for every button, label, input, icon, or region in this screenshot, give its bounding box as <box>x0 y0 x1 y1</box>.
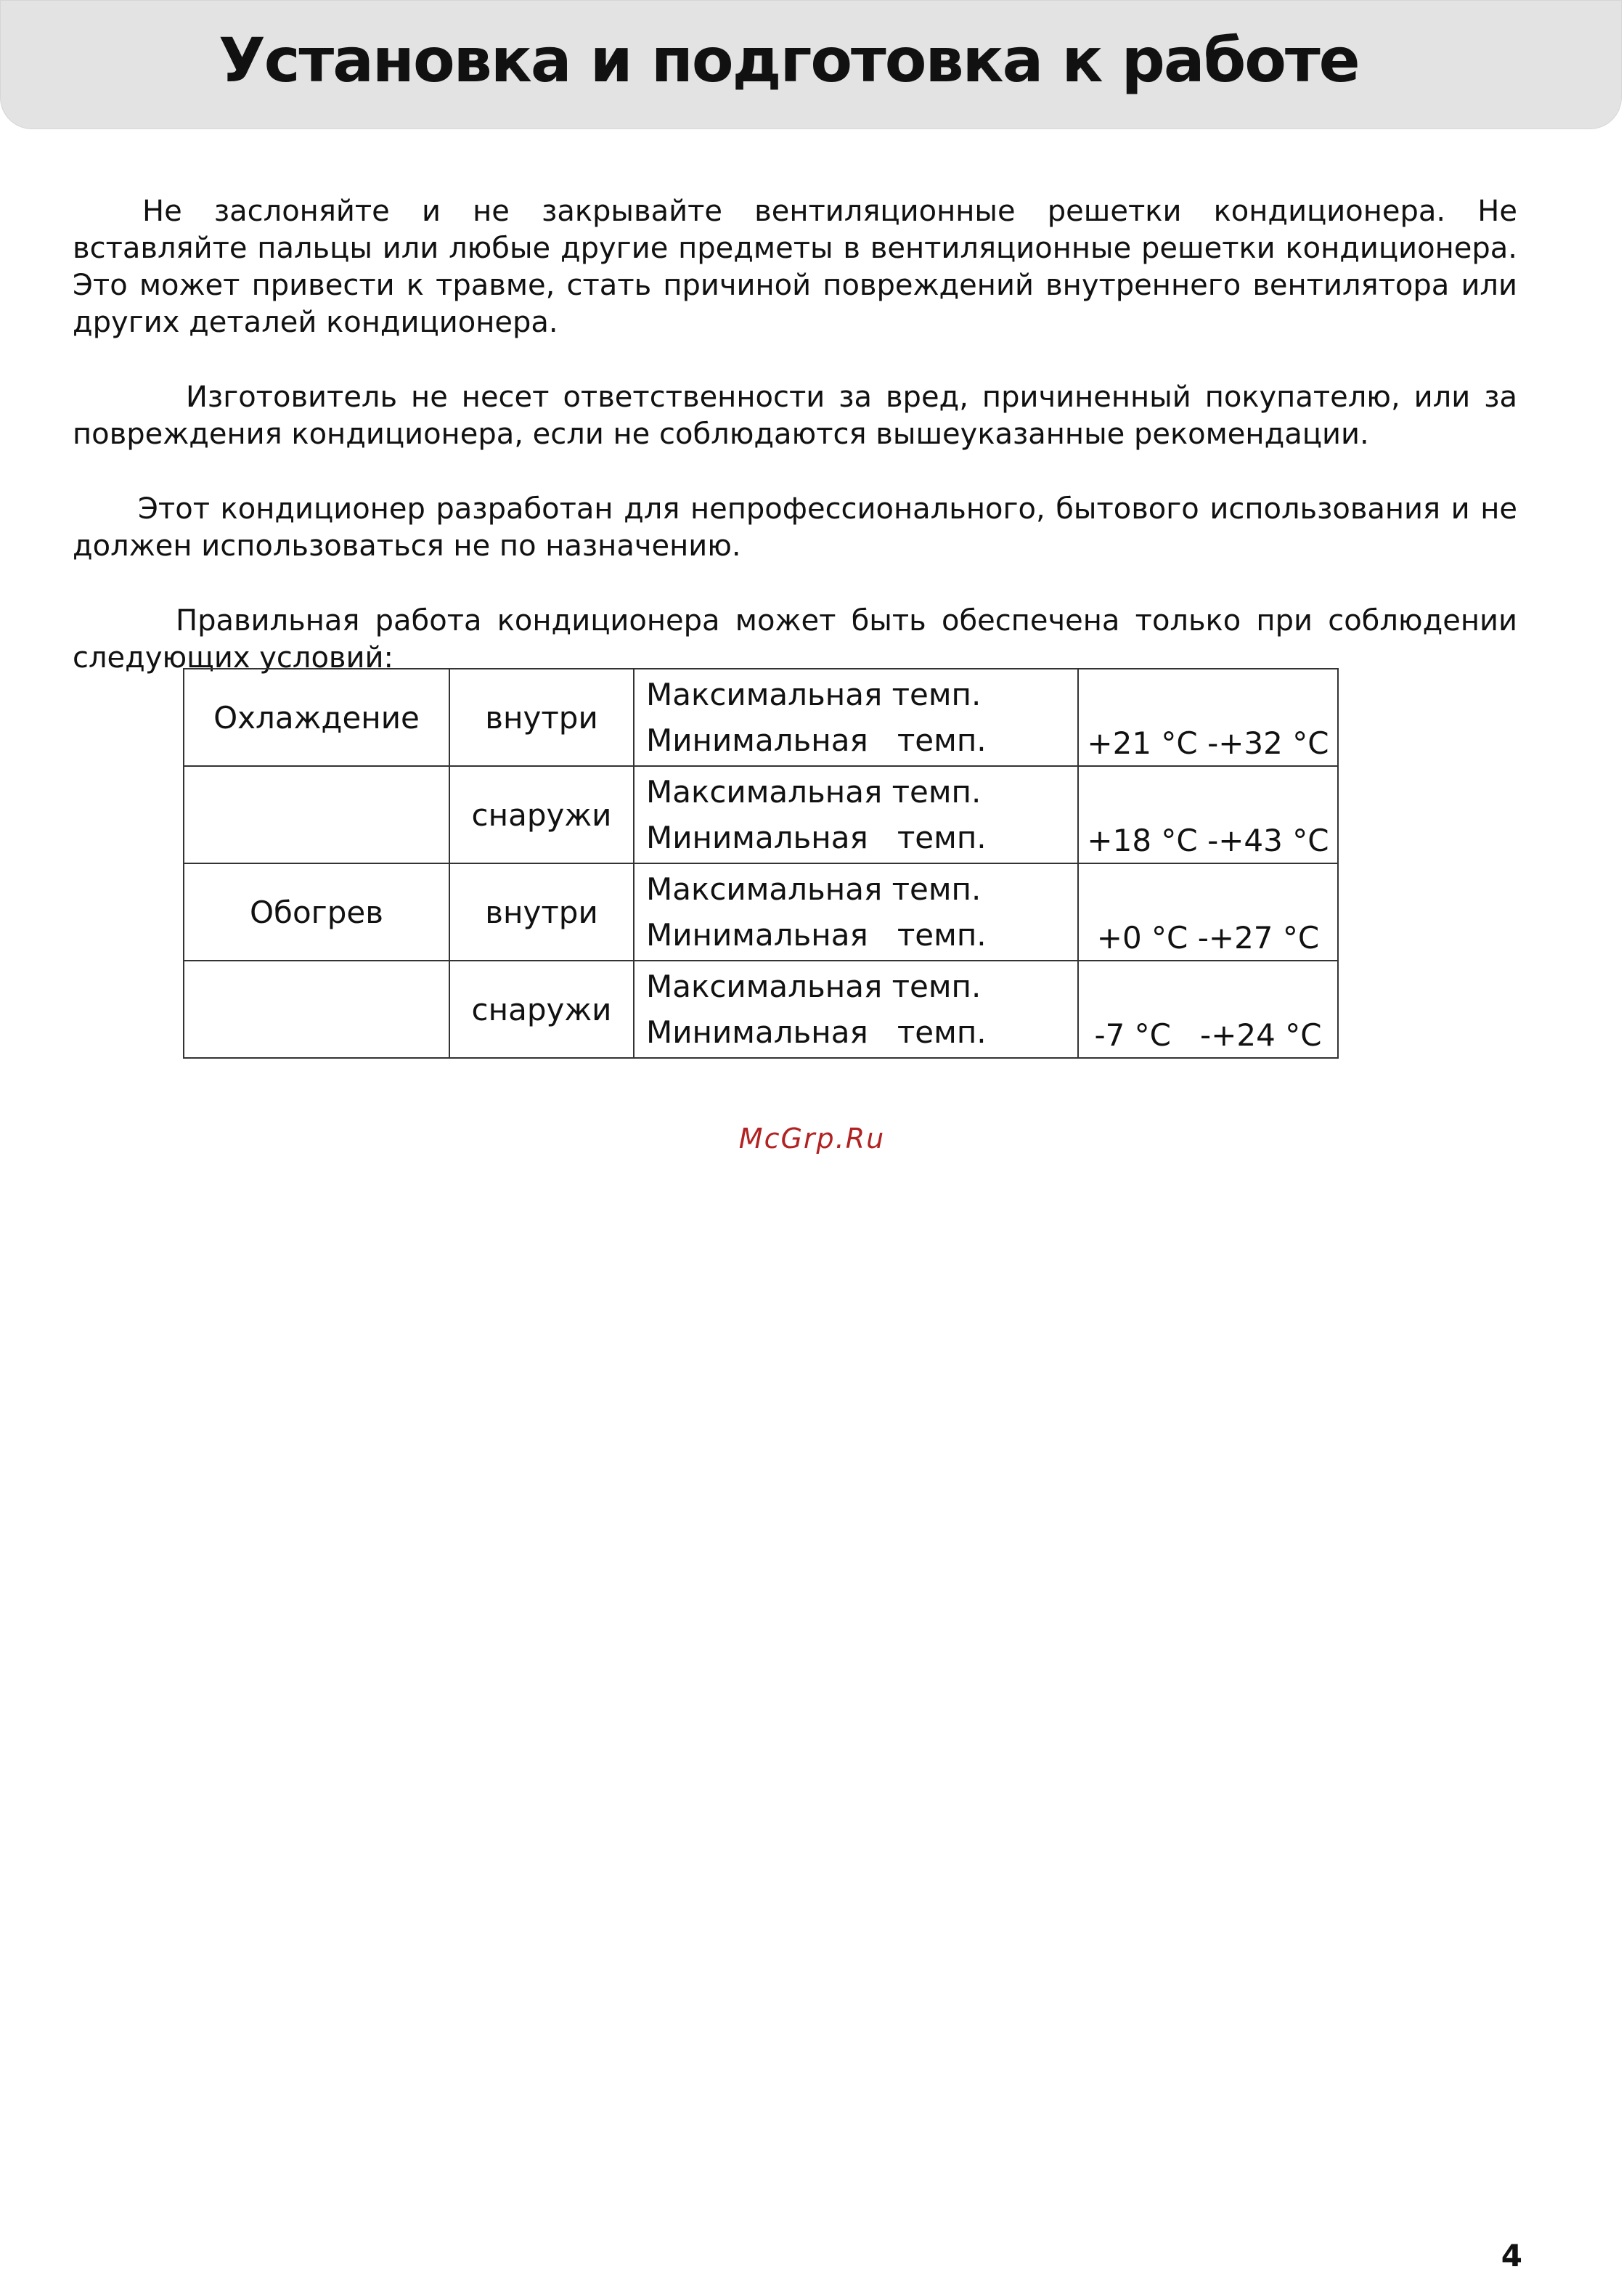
place-cell: внутри <box>449 863 634 961</box>
labels-cell <box>634 863 1078 961</box>
labels-cell <box>634 669 1078 766</box>
min-temp-label: Минимальная темп. <box>646 722 987 758</box>
place-cell: снаружи <box>449 766 634 863</box>
title-bar <box>0 0 1622 129</box>
mode-cell <box>184 766 449 863</box>
min-temp-label: Минимальная темп. <box>646 1014 987 1050</box>
table-row <box>184 669 1338 766</box>
place-cell: снаружи <box>449 961 634 1058</box>
watermark: McGrp.Ru <box>738 1123 886 1155</box>
range-cell: +18 °C -+43 °C <box>1078 766 1338 863</box>
paragraph-operating-conditions: Правильная работа кондиционера может быть обеспечена только при соблюдении следующих условий: <box>73 604 1517 675</box>
range-cell: -7 °C -+24 °C <box>1078 961 1338 1058</box>
place-cell: внутри <box>449 669 634 766</box>
min-temp-label: Минимальная темп. <box>646 917 987 953</box>
table-row <box>184 863 1338 961</box>
max-temp-label: Максимальная темп. <box>646 969 982 1004</box>
mode-cell <box>184 961 449 1058</box>
paragraph-intended-use: Этот кондиционер разработан для непрофессионального, бытового использования и не должен использоваться не по назначению. <box>73 492 1517 563</box>
page-number: 4 <box>1501 2238 1522 2273</box>
max-temp-label: Максимальная темп. <box>646 677 982 712</box>
min-temp-label: Минимальная темп. <box>646 820 987 855</box>
range-cell: +21 °C -+32 °C <box>1078 669 1338 766</box>
mode-cell: Охлаждение <box>184 669 449 766</box>
max-temp-label: Максимальная темп. <box>646 774 982 810</box>
range-cell: +0 °C -+27 °C <box>1078 863 1338 961</box>
operating-conditions-table <box>183 668 1339 1059</box>
page-title: Установка и подготовка к работе <box>219 25 1359 96</box>
labels-cell <box>634 961 1078 1058</box>
paragraph-liability: Изготовитель не несет ответственности за вред, причиненный покупателю, или за повреждения кондиционера, если не соблюдаются вышеуказанные рекомендации. <box>73 380 1517 451</box>
max-temp-label: Максимальная темп. <box>646 871 982 907</box>
paragraph-ventilation-warning: Не заслоняйте и не закрывайте вентиляционные решетки кондиционера. Не вставляйте пальцы или любые другие предметы в вентиляционные решетки кондиционера. Это может привести к травме, стать причиной повреждений внутреннего вентилятора или других деталей кондиционера. <box>73 195 1517 339</box>
table-row <box>184 766 1338 863</box>
table-row <box>184 961 1338 1058</box>
mode-cell: Обогрев <box>184 863 449 961</box>
labels-cell <box>634 766 1078 863</box>
